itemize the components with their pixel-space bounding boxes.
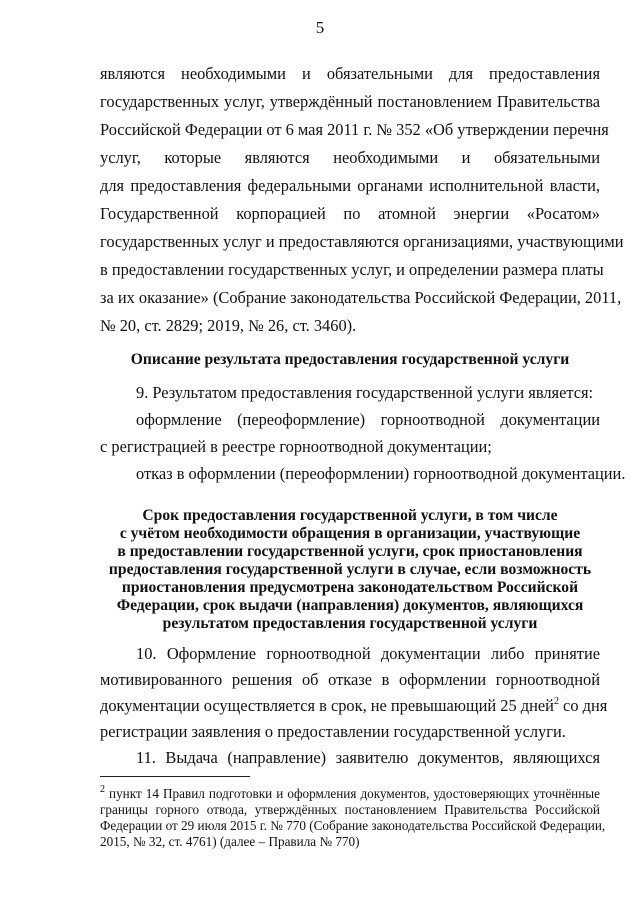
section-heading: предоставления государственной услуги в случае, если возможность	[108, 561, 592, 578]
paragraph-line: оформление (переоформление) горноотводной документации	[136, 410, 600, 429]
paragraph-line: Государственной корпорацией по атомной энергии «Росатом»	[100, 204, 600, 223]
paragraph-line: 11. Выдача (направление) заявителю документов, являющихся	[136, 748, 600, 767]
paragraph-line: с регистрацией в реестре горноотводной документации;	[100, 437, 492, 456]
section-heading: приостановления предусмотрена законодательством Российской	[121, 579, 579, 596]
section-heading: с учётом необходимости обращения в организации, участвующие	[119, 525, 581, 542]
paragraph-line: отказ в оформлении (переоформлении) горноотводной документации.	[136, 464, 626, 483]
footnote-marker: 2	[100, 783, 105, 795]
paragraph-line: государственных услуг, утверждённый постановлением Правительства	[100, 92, 600, 111]
section-heading: Срок предоставления государственной услуги, в том числе	[142, 507, 558, 524]
paragraph-line: № 20, ст. 2829; 2019, № 26, ст. 3460).	[100, 316, 357, 335]
paragraph-line: мотивированного решения об отказе в оформлении горноотводной	[100, 670, 600, 689]
paragraph-line: 9. Результатом предоставления государственной услуги является:	[136, 383, 594, 402]
footnote-ref: 2	[553, 695, 559, 707]
paragraph-line: 10. Оформление горноотводной документации либо принятие	[136, 644, 600, 663]
paragraph-line: услуг, которые являются необходимыми и обязательными	[100, 148, 600, 167]
paragraph-line: Российской Федерации от 6 мая 2011 г. № 352 «Об утверждении перечня	[100, 120, 609, 139]
section-heading: результатом предоставления государственной услуги	[162, 615, 538, 632]
footnote-divider	[100, 776, 250, 777]
footnote-line	[100, 783, 600, 802]
page-number: 5	[315, 18, 325, 37]
paragraph-text: со дня	[558, 696, 608, 715]
paragraph-line: для предоставления федеральными органами исполнительной власти,	[100, 176, 600, 195]
paragraph-line: регистрации заявления о предоставлении государственной услуги.	[100, 722, 566, 741]
paragraph-line: являются необходимыми и обязательными для предоставления	[100, 64, 600, 83]
section-heading: в предоставлении государственной услуги, срок приостановления	[117, 543, 583, 560]
section-heading: Описание результата предоставления государственной услуги	[130, 351, 570, 368]
paragraph-text: документации осуществляется в срок, не превышающий 25 дней	[100, 696, 554, 715]
section-heading: Федерации, срок выдачи (направления) документов, являющихся	[116, 597, 584, 614]
paragraph-line	[100, 695, 608, 716]
paragraph-line: за их оказание» (Собрание законодательства Российской Федерации, 2011,	[100, 288, 622, 307]
footnote-line: границы горного отвода, утверждённых постановлением Правительства Российской	[100, 802, 600, 817]
footnote-line: Федерации от 29 июля 2015 г. № 770 (Собрание законодательства Российской Федерации,	[100, 818, 606, 833]
footnote-text: пункт 14 Правил подготовки и оформления документов, удостоверяющих уточнённые	[105, 786, 600, 801]
paragraph-line: в предоставлении государственных услуг, и определении размера платы	[100, 260, 604, 279]
footnote-line: 2015, № 32, ст. 4761) (далее – Правила № 770)	[100, 834, 360, 849]
paragraph-line: государственных услуг и предоставляются организациями, участвующими	[100, 232, 624, 251]
